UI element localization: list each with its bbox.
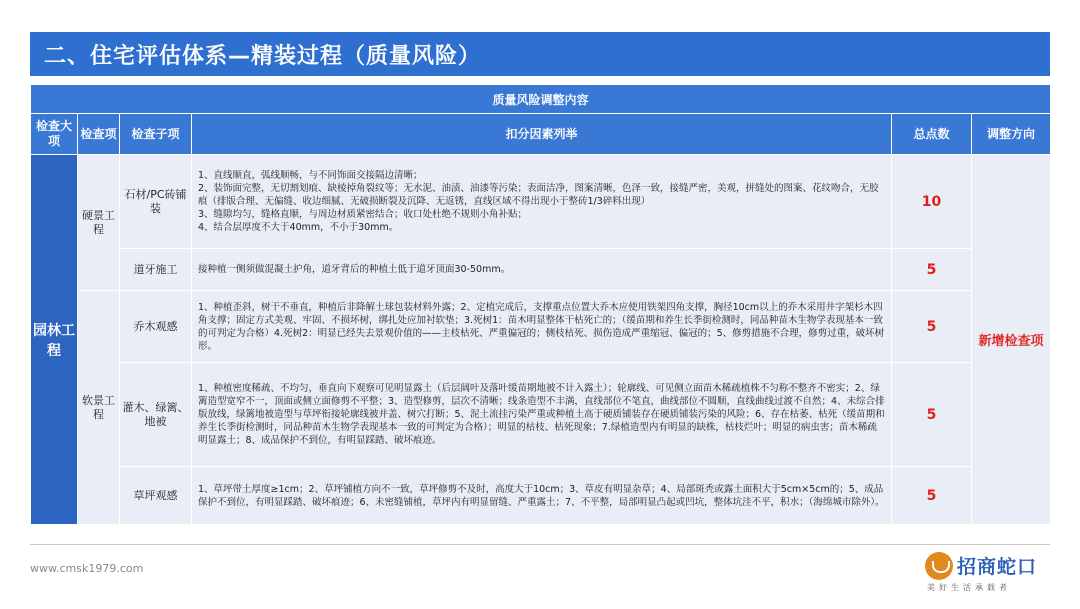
- table-row: [31, 467, 1051, 525]
- points-lawn: 5: [892, 467, 972, 525]
- header-total-points: 总点数: [892, 114, 972, 155]
- points-trees: 5: [892, 291, 972, 363]
- desc-stone-paving: 1、直线顺直，弧线顺畅，与不同饰面交接隔边清晰； 2、装饰面完整，无切割划痕、缺棱掉角裂纹等；无水泥、油渍、油漆等污染；表面洁净，图案清晰，色泽一致，接缝严密，美观，拼缝处的图案、花纹吻合，无胶痕（排版合理、无偏缝、收边细腻、无破损断裂及沉降、无返锈，直线区域不得出现小于整砖1/3碎料出现） 3、缝隙均匀，缝格直顺，与周边材质紧密结合；收口处杜绝不规则小角补贴； 4、结合层厚度不大于40mm，不小于30mm。: [192, 155, 892, 249]
- page-title: 二、住宅评估体系—精装过程（质量风险）: [44, 43, 482, 69]
- points-shrubs: 5: [892, 363, 972, 467]
- desc-lawn: 1、草坪带土厚度≥1cm；2、草坪铺植方向不一致，草坪修剪不及时，高度大于10cm；3、草皮有明显杂草；4、局部斑秃或露土面积大于5cm×5cm的；5、成品保护不到位，有明显踩踏、破坏痕迹；6、未密缝铺植，草坪内有明显留缝、严重露土；7、不平整，局部明显凸起或凹坑，整体坑洼不平，积水；（海绵城市除外）。: [192, 467, 892, 525]
- table-row: [31, 291, 1051, 363]
- cmsk-logo-icon: [925, 552, 953, 580]
- logo-slogan: 美好生活承载者: [927, 583, 1011, 592]
- group-hardscape: 硬景工程: [78, 155, 120, 291]
- category-cell: 园林工程: [31, 155, 78, 525]
- table-row: [31, 155, 1051, 249]
- logo-text: 招商蛇口: [957, 556, 1038, 578]
- header-sub-item: 检查子项: [120, 114, 192, 155]
- desc-shrubs: 1、种植密度稀疏、不均匀，垂直向下观察可见明显露土（后层阔叶及落叶缓苗期地被不计入露土）；轮廓线、可见侧立面苗木稀疏植株不匀称不整齐不密实；2、绿篱造型宽窄不一，顶面或侧立面修剪不平整；3、造型修剪，层次不清晰；线条造型不丰满，直线部位不笔直，曲线部位不圆顺，直线曲线过渡不自然；4、未综合排版放线，绿篱地被造型与草坪衔接轮廓线被并盖、树穴打断；5、泥土流挂污染严重或种植土高于硬质铺装存在硬质铺装污染的风险；6、存在枯萎、枯死（缓苗期和养生长季街检测时，同品种苗木生物学表现基本一致的可判定为合格）；明显的枯枝、枯死现象；7.绿植造型内有明显的缺株，枯枝烂叶；明显的病虫害；苗木稀疏明显露土；8、成品保护不到位，有明显踩踏、破坏痕迹。: [192, 363, 892, 467]
- title-bar: [30, 32, 1050, 76]
- table-row: [31, 363, 1051, 467]
- desc-trees: 1、种植歪斜，树干不垂直，种植后非降解土球包装材料外露；2、定植完成后，支撑重点位置大乔木应使用铁架四角支撑，胸径10cm以上的乔木采用井字架杉木四角支撑；固定方式美观、牢固、不损坏树，绑扎处应加衬软垫；3.死树1：苗木明显整体干枯死亡的；（缓苗期和养生长季街检测时，同品种苗木生物学表现基本一致的可判定为合格）4.死树2：明显已经失去景观价值的——主枝枯死、严重偏冠的；侧枝枯死、损伤造成严重缩冠、偏冠的；5、修剪措施不合理，修剪过重，破坏树形。: [192, 291, 892, 363]
- header-category: 检查大项: [31, 114, 78, 155]
- sub-item-trees: 乔木观感: [120, 291, 192, 363]
- desc-curb: 接种植一侧须做混凝土护角，道牙背后的种植土低于道牙顶面30-50mm。: [192, 249, 892, 291]
- header-check-item: 检查项: [78, 114, 120, 155]
- group-softscape: 软景工程: [78, 291, 120, 525]
- table-caption: 质量风险调整内容: [31, 85, 1051, 114]
- adjust-direction-cell: 新增检查项: [972, 155, 1051, 525]
- sub-item-curb: 道牙施工: [120, 249, 192, 291]
- header-deduction-factors: 扣分因素列举: [192, 114, 892, 155]
- points-stone-paving: 10: [892, 155, 972, 249]
- header-adjust-direction: 调整方向: [972, 114, 1051, 155]
- points-curb: 5: [892, 249, 972, 291]
- quality-risk-table: [30, 84, 1051, 525]
- quality-risk-table-wrap: [30, 84, 1050, 525]
- sub-item-shrubs: 灌木、绿篱、地被: [120, 363, 192, 467]
- sub-item-lawn: 草坪观感: [120, 467, 192, 525]
- footer-url: www.cmsk1979.com: [30, 562, 144, 575]
- brand-logo: [925, 550, 1055, 596]
- table-row: [31, 249, 1051, 291]
- footer-divider: [30, 544, 1050, 545]
- sub-item-stone-paving: 石材/PC砖铺装: [120, 155, 192, 249]
